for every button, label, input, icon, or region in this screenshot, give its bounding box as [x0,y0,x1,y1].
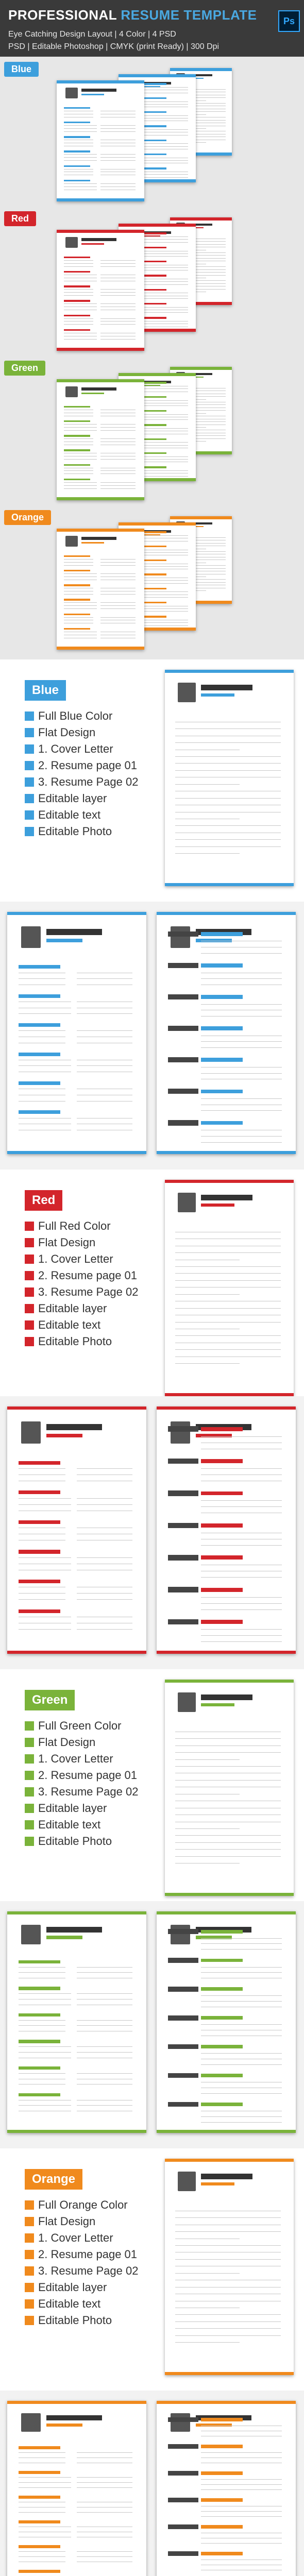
square-bullet-icon [25,744,34,754]
square-bullet-icon [25,1804,34,1813]
feature-item [25,1784,138,1800]
photo-placeholder [171,1925,190,1945]
feature-item-label: 1. Cover Letter [38,742,113,755]
square-bullet-icon [25,711,34,721]
resume-page-mockup [7,912,146,1154]
detail-green-resume [0,1901,304,2148]
feature-item-label: Flat Design [38,1236,96,1249]
square-bullet-icon [25,1771,34,1780]
square-bullet-icon [25,2200,34,2210]
resume-page-mockup [157,912,296,1154]
feature-item-label: Editable layer [38,1302,107,1315]
feature-item [25,724,138,741]
feature-item-label: Editable layer [38,1802,107,1815]
feature-item [25,2296,138,2312]
feature-item [25,2213,138,2230]
feature-item [25,1251,138,1267]
resume-page-mockup [57,230,144,351]
feature-item-label: 3. Resume Page 02 [38,1785,139,1798]
feature-item-label: Flat Design [38,1736,96,1749]
square-bullet-icon [25,1754,34,1764]
feature-item-label: 3. Resume Page 02 [38,2264,139,2277]
feature-item-label: 2. Resume page 01 [38,759,138,772]
detail-orange-cover [0,2148,304,2391]
resume-page-mockup [7,2401,146,2576]
color-tag-red: Red [4,211,36,226]
feature-item [25,708,138,724]
feature-item [25,1218,138,1234]
square-bullet-icon [25,2316,34,2325]
subtitle-2: PSD | Editable Photoshop | CMYK (print Ready) | 300 Dpi [8,42,219,51]
preview-orange [0,505,304,659]
feature-item [25,790,138,807]
square-bullet-icon [25,2250,34,2259]
feature-item-label: 2. Resume page 01 [38,2248,138,2261]
feature-item [25,774,138,790]
feature-list-red [25,1190,138,1350]
detail-blue-cover [0,659,304,902]
square-bullet-icon [25,1820,34,1829]
feature-item-label: Editable Photo [38,1335,112,1348]
square-bullet-icon [25,1337,34,1346]
feature-item-label: Flat Design [38,726,96,739]
feature-item [25,2263,138,2279]
header [0,0,304,57]
feature-item-label: Editable Photo [38,1835,112,1848]
square-bullet-icon [25,810,34,820]
square-bullet-icon [25,761,34,770]
detail-red-cover [0,1170,304,1396]
feature-item [25,1767,138,1784]
photo-placeholder [65,237,78,248]
resume-page-mockup [157,2401,296,2576]
feature-item-label: Editable text [38,1818,101,1831]
feature-item-label: Full Blue Color [38,709,113,722]
feature-item [25,2197,138,2213]
square-bullet-icon [25,1787,34,1797]
square-bullet-icon [25,1304,34,1313]
feature-item [25,1751,138,1767]
resume-page-mockup [165,1180,294,1396]
feature-heading-green: Green [25,1690,75,1710]
photo-placeholder [171,926,190,948]
photo-placeholder [65,386,78,397]
resume-page-mockup [165,670,294,886]
feature-item-label: 1. Cover Letter [38,1752,113,1765]
detail-red-resume [0,1396,304,1669]
square-bullet-icon [25,794,34,803]
feature-item-label: Editable text [38,808,101,821]
resume-page-mockup [7,1911,146,2133]
feature-item [25,1800,138,1817]
color-tag-blue: Blue [4,62,39,77]
resume-page-mockup [157,1911,296,2133]
square-bullet-icon [25,1255,34,1264]
feature-item-label: Editable Photo [38,2314,112,2327]
detail-blue-resume [0,902,304,1170]
feature-item-label: 3. Resume Page 02 [38,775,139,788]
feature-list-green [25,1690,138,1850]
feature-item-label: Editable text [38,1318,101,1331]
feature-item [25,1734,138,1751]
feature-item-label: Editable layer [38,2281,107,2294]
photo-placeholder [178,683,196,702]
feature-heading-blue: Blue [25,680,66,701]
feature-item-label: 1. Cover Letter [38,1252,113,1265]
feature-item [25,1333,138,1350]
resume-page-mockup [157,1406,296,1654]
square-bullet-icon [25,1271,34,1280]
square-bullet-icon [25,2217,34,2226]
feature-item [25,2246,138,2263]
feature-item-label: 1. Cover Letter [38,2231,113,2244]
square-bullet-icon [25,1222,34,1231]
feature-item-label: Editable Photo [38,825,112,838]
square-bullet-icon [25,1837,34,1846]
feature-item-label: Editable layer [38,792,107,805]
feature-item [25,1267,138,1284]
photo-placeholder [21,926,41,948]
photo-placeholder [171,2413,190,2432]
square-bullet-icon [25,728,34,737]
photo-placeholder [178,1193,196,1212]
feature-item [25,1234,138,1251]
resume-page-mockup [57,379,144,500]
feature-item [25,1317,138,1333]
feature-item [25,757,138,774]
feature-item-label: Full Orange Color [38,2198,128,2211]
square-bullet-icon [25,1721,34,1731]
resume-page-mockup [165,1680,294,1896]
square-bullet-icon [25,2233,34,2243]
resume-page-mockup [165,2159,294,2375]
feature-item [25,2312,138,2329]
feature-item [25,1817,138,1833]
feature-item [25,2279,138,2296]
photo-placeholder [178,2172,196,2191]
detail-green-cover [0,1669,304,1901]
photo-placeholder [21,1925,41,1945]
feature-item [25,1284,138,1300]
photo-placeholder [171,1421,190,1444]
preview-red [0,206,304,355]
resume-page-mockup [57,80,144,201]
square-bullet-icon [25,2299,34,2309]
square-bullet-icon [25,1238,34,1247]
feature-item-label: 3. Resume Page 02 [38,1285,139,1298]
photoshop-icon: Ps [278,10,300,32]
feature-item-label: Flat Design [38,2215,96,2228]
feature-item [25,1833,138,1850]
feature-item-label: Full Red Color [38,1219,111,1232]
photo-placeholder [21,1421,41,1444]
feature-heading-orange: Orange [25,2169,82,2190]
photo-placeholder [21,2413,41,2432]
resume-page-mockup [57,529,144,650]
feature-item [25,823,138,840]
square-bullet-icon [25,777,34,787]
feature-item-label: 2. Resume page 01 [38,1269,138,1282]
preview-blue [0,57,304,206]
photo-placeholder [65,536,78,547]
feature-item [25,1718,138,1734]
square-bullet-icon [25,1738,34,1747]
feature-list-blue [25,680,138,840]
feature-item [25,2230,138,2246]
detail-orange-resume [0,2391,304,2576]
resume-page-mockup [7,1406,146,1654]
square-bullet-icon [25,2266,34,2276]
feature-heading-red: Red [25,1190,62,1211]
square-bullet-icon [25,1320,34,1330]
feature-item [25,1300,138,1317]
subtitle-1: Eye Catching Design Layout | 4 Color | 4 PSD [8,30,176,39]
square-bullet-icon [25,1287,34,1297]
square-bullet-icon [25,827,34,836]
photo-placeholder [65,88,78,98]
square-bullet-icon [25,2283,34,2292]
feature-item [25,807,138,823]
color-tag-orange: Orange [4,510,51,525]
feature-item [25,741,138,757]
feature-list-orange [25,2169,138,2329]
feature-item-label: Editable text [38,2297,101,2310]
feature-item-label: Full Green Color [38,1719,122,1732]
feature-item-label: 2. Resume page 01 [38,1769,138,1782]
page-title: PROFESSIONAL RESUME TEMPLATE [8,7,257,23]
preview-green [0,355,304,505]
color-tag-green: Green [4,361,45,376]
photo-placeholder [178,1692,196,1712]
